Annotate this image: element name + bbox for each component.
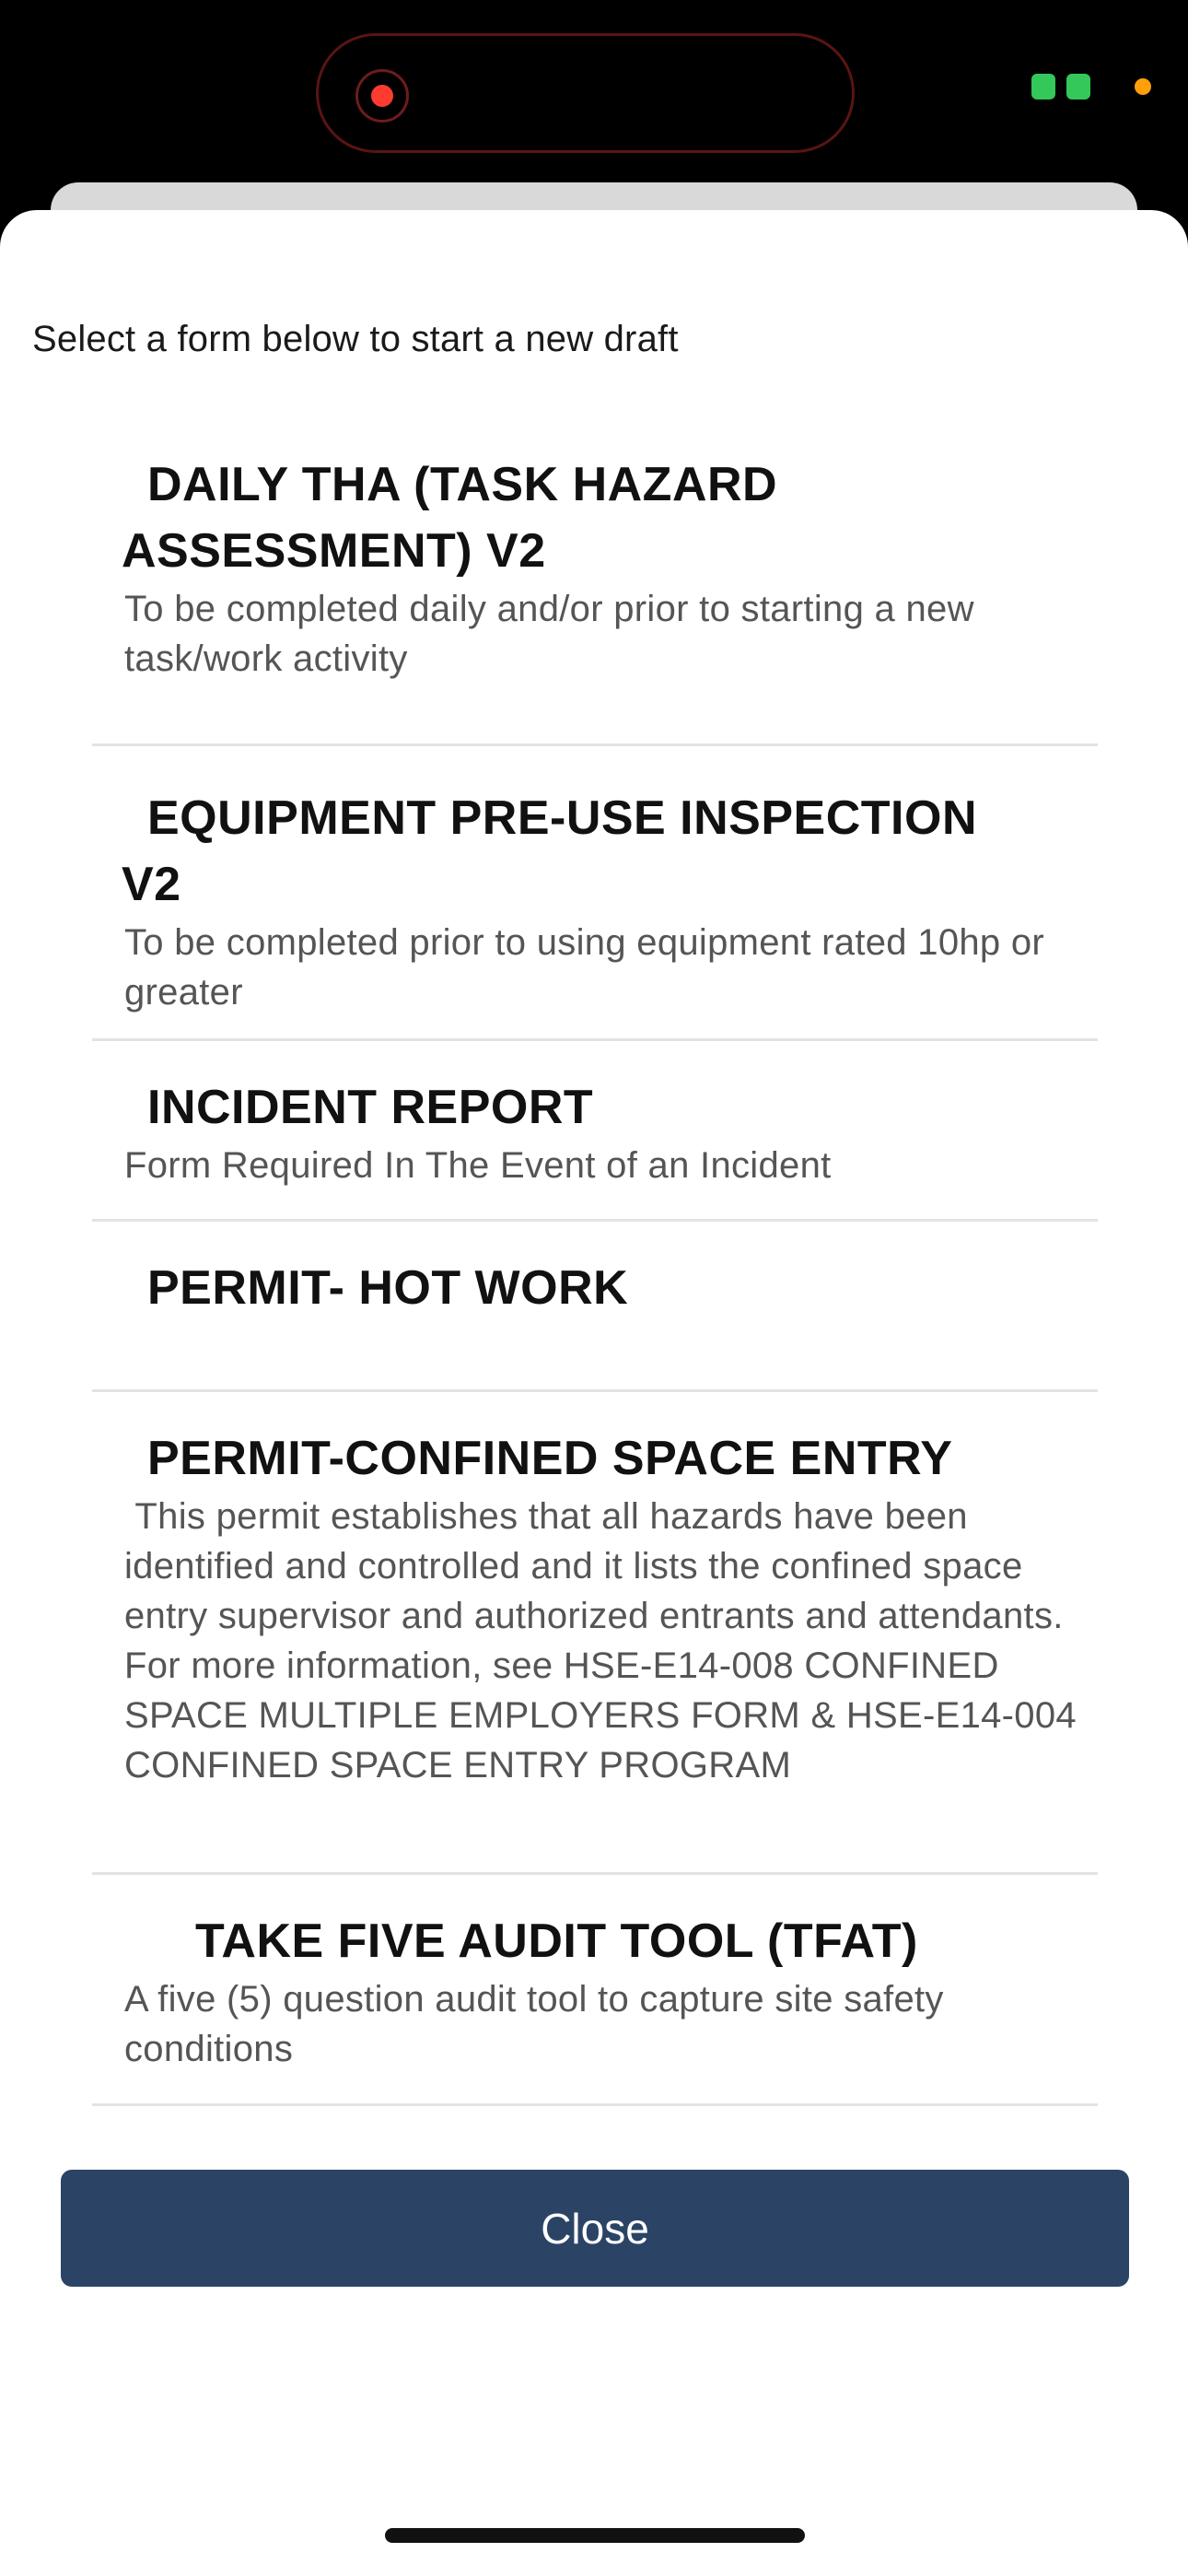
form-title-line2: V2 — [122, 858, 181, 911]
form-item-permit-hot-work[interactable] — [92, 1222, 1098, 1392]
close-button[interactable]: Close — [61, 2170, 1129, 2287]
form-description: A five (5) question audit tool to capture site safety conditions — [124, 1979, 944, 2069]
status-indicators — [1031, 74, 1151, 100]
recording-dot — [371, 85, 393, 107]
link-icon — [1031, 74, 1090, 100]
form-title: PERMIT-CONFINED SPACE ENTRY — [147, 1432, 953, 1485]
form-description: To be completed daily and/or prior to starting a new task/work activity — [124, 589, 974, 679]
form-picker-sheet — [0, 210, 1188, 2576]
form-title-line2: ASSESSMENT) V2 — [122, 524, 546, 578]
form-item-take-five-audit[interactable] — [92, 1875, 1098, 2106]
home-indicator[interactable] — [385, 2528, 805, 2543]
form-item-equipment-inspection[interactable] — [92, 746, 1098, 1041]
form-list — [92, 451, 1098, 2106]
form-title: PERMIT- HOT WORK — [147, 1261, 629, 1315]
form-item-permit-confined-space[interactable] — [92, 1392, 1098, 1875]
form-title-line1: DAILY THA (TASK HAZARD — [147, 458, 778, 511]
form-description: To be completed prior to using equipment rated 10hp or greater — [124, 922, 1045, 1013]
form-title — [92, 785, 1098, 918]
instruction-text: Select a form below to start a new draft — [32, 319, 679, 359]
form-title — [92, 451, 1098, 584]
form-title: TAKE FIVE AUDIT TOOL (TFAT) — [195, 1914, 918, 1968]
recording-dot-icon — [355, 69, 409, 123]
form-title-line1: EQUIPMENT PRE-USE INSPECTION — [147, 791, 977, 845]
form-item-incident-report[interactable] — [92, 1041, 1098, 1222]
form-title: INCIDENT REPORT — [147, 1081, 594, 1134]
form-description: Form Required In The Event of an Incident — [124, 1145, 832, 1186]
dynamic-island — [316, 33, 855, 153]
form-item-daily-tha[interactable] — [92, 451, 1098, 746]
privacy-indicator-icon — [1135, 78, 1151, 95]
form-description: This permit establishes that all hazards have been identified and controlled and it lists the confined space entry supervisor and authorized entrants and attendants. For more information, see HSE-E14-008 CONFINED SPACE MULTIPLE EMPLOYERS FORM & HSE-E14-004 CONFINED SPACE ENTRY PROGRAM — [124, 1496, 1088, 1786]
